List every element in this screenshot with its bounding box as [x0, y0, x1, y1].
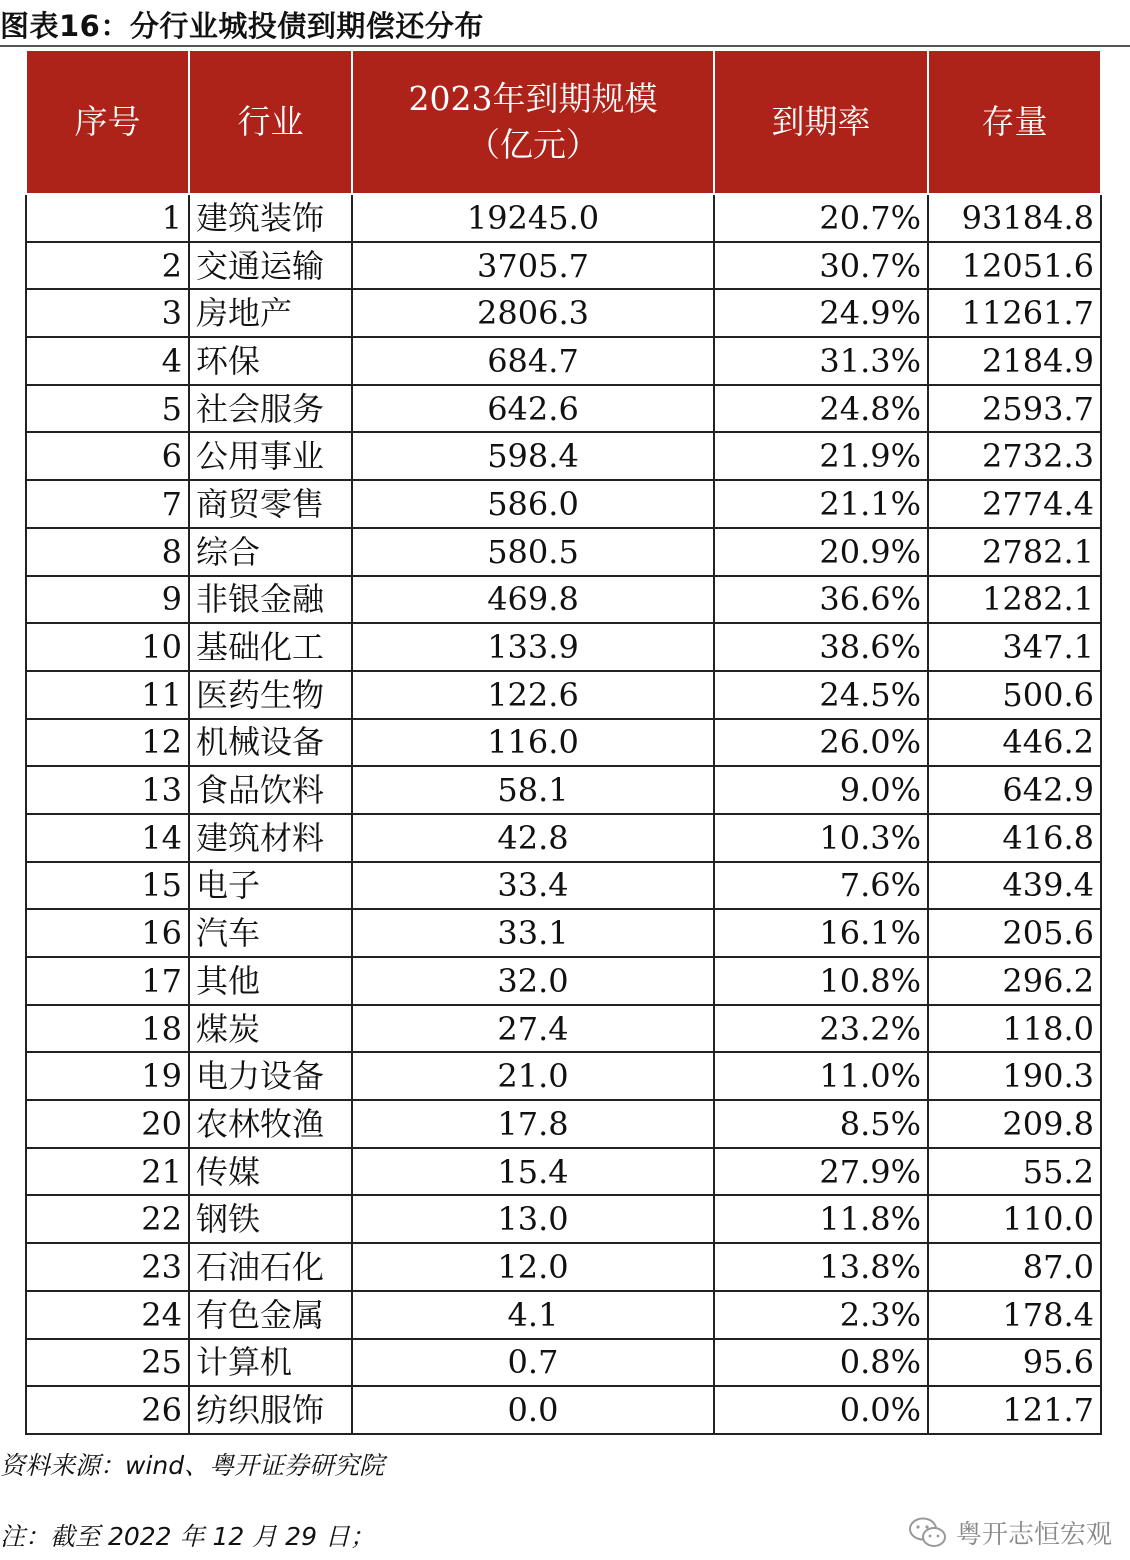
cell-stock: 95.6	[928, 1339, 1101, 1387]
table-row	[26, 1005, 1101, 1053]
cell-stock: 500.6	[928, 671, 1101, 719]
cell-amount: 586.0	[352, 480, 714, 528]
cell-rate: 2.3%	[714, 1291, 928, 1339]
cell-rate: 7.6%	[714, 862, 928, 910]
cell-rate: 10.8%	[714, 957, 928, 1005]
cell-stock: 118.0	[928, 1005, 1101, 1053]
table-row	[26, 1148, 1101, 1196]
cell-index: 3	[26, 289, 189, 337]
cell-rate: 11.0%	[714, 1052, 928, 1100]
cell-amount: 4.1	[352, 1291, 714, 1339]
cell-rate: 26.0%	[714, 719, 928, 767]
cell-rate: 36.6%	[714, 576, 928, 624]
cell-stock: 446.2	[928, 719, 1101, 767]
cell-stock: 642.9	[928, 766, 1101, 814]
cell-index: 23	[26, 1243, 189, 1291]
watermark-text: 粤开志恒宏观	[955, 1520, 1112, 1550]
cell-amount: 12.0	[352, 1243, 714, 1291]
table-row	[26, 909, 1101, 957]
cell-rate: 21.1%	[714, 480, 928, 528]
cell-industry: 社会服务	[189, 385, 352, 433]
cell-rate: 8.5%	[714, 1100, 928, 1148]
cell-industry: 房地产	[189, 289, 352, 337]
cell-industry: 建筑材料	[189, 814, 352, 862]
cell-stock: 87.0	[928, 1243, 1101, 1291]
table-row	[26, 1339, 1101, 1387]
cell-amount: 33.4	[352, 862, 714, 910]
maturity-table	[25, 49, 1102, 1435]
table-body	[26, 194, 1101, 1434]
cell-rate: 20.9%	[714, 528, 928, 576]
cell-amount: 580.5	[352, 528, 714, 576]
cell-stock: 2593.7	[928, 385, 1101, 433]
table-row	[26, 289, 1101, 337]
cell-rate: 24.8%	[714, 385, 928, 433]
table-row	[26, 385, 1101, 433]
cell-stock: 12051.6	[928, 242, 1101, 290]
cell-index: 17	[26, 957, 189, 1005]
cell-industry: 食品饮料	[189, 766, 352, 814]
cell-index: 2	[26, 242, 189, 290]
cell-stock: 121.7	[928, 1386, 1101, 1434]
table-row	[26, 1195, 1101, 1243]
cell-industry: 商贸零售	[189, 480, 352, 528]
cell-index: 13	[26, 766, 189, 814]
cell-industry: 公用事业	[189, 432, 352, 480]
cell-industry: 石油石化	[189, 1243, 352, 1291]
cell-stock: 416.8	[928, 814, 1101, 862]
header-index: 序号	[26, 50, 189, 194]
cell-index: 9	[26, 576, 189, 624]
cell-amount: 15.4	[352, 1148, 714, 1196]
cell-rate: 16.1%	[714, 909, 928, 957]
cell-index: 26	[26, 1386, 189, 1434]
cell-industry: 农林牧渔	[189, 1100, 352, 1148]
table-row	[26, 671, 1101, 719]
cell-industry: 纺织服饰	[189, 1386, 352, 1434]
cell-amount: 33.1	[352, 909, 714, 957]
table-row	[26, 1052, 1101, 1100]
cell-index: 4	[26, 337, 189, 385]
table-row	[26, 1100, 1101, 1148]
header-stock: 存量	[928, 50, 1101, 194]
table-row	[26, 766, 1101, 814]
cell-amount: 32.0	[352, 957, 714, 1005]
cell-industry: 基础化工	[189, 623, 352, 671]
cell-index: 15	[26, 862, 189, 910]
cell-stock: 2184.9	[928, 337, 1101, 385]
header-rate: 到期率	[714, 50, 928, 194]
wechat-icon	[908, 1516, 948, 1550]
cell-stock: 296.2	[928, 957, 1101, 1005]
watermark	[908, 1514, 1112, 1551]
cell-industry: 非银金融	[189, 576, 352, 624]
cell-stock: 2774.4	[928, 480, 1101, 528]
cell-rate: 10.3%	[714, 814, 928, 862]
table-row	[26, 528, 1101, 576]
table-row	[26, 194, 1101, 242]
cell-rate: 9.0%	[714, 766, 928, 814]
cell-amount: 684.7	[352, 337, 714, 385]
cell-stock: 2782.1	[928, 528, 1101, 576]
cell-index: 12	[26, 719, 189, 767]
cell-industry: 汽车	[189, 909, 352, 957]
cell-industry: 交通运输	[189, 242, 352, 290]
figure-title: 图表16：分行业城投债到期偿还分布	[0, 9, 484, 43]
cell-stock: 190.3	[928, 1052, 1101, 1100]
cell-amount: 19245.0	[352, 194, 714, 242]
table-row	[26, 432, 1101, 480]
cell-rate: 24.9%	[714, 289, 928, 337]
cell-index: 10	[26, 623, 189, 671]
cell-amount: 469.8	[352, 576, 714, 624]
cell-stock: 347.1	[928, 623, 1101, 671]
header-amount-line2: （亿元）	[467, 125, 599, 164]
cell-industry: 电子	[189, 862, 352, 910]
cell-stock: 93184.8	[928, 194, 1101, 242]
footnote: 注：截至 2022 年 12 月 29 日；	[0, 1522, 375, 1551]
table-row	[26, 862, 1101, 910]
cell-stock: 2732.3	[928, 432, 1101, 480]
cell-stock: 178.4	[928, 1291, 1101, 1339]
cell-rate: 13.8%	[714, 1243, 928, 1291]
cell-industry: 煤炭	[189, 1005, 352, 1053]
table-row	[26, 337, 1101, 385]
cell-industry: 钢铁	[189, 1195, 352, 1243]
cell-amount: 642.6	[352, 385, 714, 433]
cell-index: 5	[26, 385, 189, 433]
cell-stock: 55.2	[928, 1148, 1101, 1196]
cell-index: 1	[26, 194, 189, 242]
cell-industry: 计算机	[189, 1339, 352, 1387]
table-row	[26, 1386, 1101, 1434]
table-row	[26, 1291, 1101, 1339]
cell-industry: 其他	[189, 957, 352, 1005]
cell-amount: 0.0	[352, 1386, 714, 1434]
cell-index: 18	[26, 1005, 189, 1053]
cell-index: 24	[26, 1291, 189, 1339]
cell-stock: 205.6	[928, 909, 1101, 957]
cell-stock: 439.4	[928, 862, 1101, 910]
cell-rate: 20.7%	[714, 194, 928, 242]
cell-index: 7	[26, 480, 189, 528]
cell-rate: 27.9%	[714, 1148, 928, 1196]
table-row	[26, 814, 1101, 862]
cell-stock: 209.8	[928, 1100, 1101, 1148]
cell-stock: 110.0	[928, 1195, 1101, 1243]
cell-rate: 23.2%	[714, 1005, 928, 1053]
cell-amount: 58.1	[352, 766, 714, 814]
cell-index: 19	[26, 1052, 189, 1100]
cell-rate: 24.5%	[714, 671, 928, 719]
cell-index: 25	[26, 1339, 189, 1387]
cell-index: 16	[26, 909, 189, 957]
cell-industry: 机械设备	[189, 719, 352, 767]
cell-rate: 11.8%	[714, 1195, 928, 1243]
table-row	[26, 957, 1101, 1005]
cell-amount: 17.8	[352, 1100, 714, 1148]
table-row	[26, 719, 1101, 767]
cell-amount: 42.8	[352, 814, 714, 862]
cell-industry: 电力设备	[189, 1052, 352, 1100]
cell-rate: 0.0%	[714, 1386, 928, 1434]
header-industry: 行业	[189, 50, 352, 194]
cell-index: 20	[26, 1100, 189, 1148]
cell-amount: 2806.3	[352, 289, 714, 337]
cell-industry: 环保	[189, 337, 352, 385]
cell-amount: 133.9	[352, 623, 714, 671]
cell-amount: 598.4	[352, 432, 714, 480]
cell-industry: 建筑装饰	[189, 194, 352, 242]
cell-amount: 21.0	[352, 1052, 714, 1100]
table-row	[26, 480, 1101, 528]
cell-amount: 116.0	[352, 719, 714, 767]
cell-industry: 综合	[189, 528, 352, 576]
cell-rate: 38.6%	[714, 623, 928, 671]
cell-amount: 27.4	[352, 1005, 714, 1053]
cell-industry: 医药生物	[189, 671, 352, 719]
cell-stock: 1282.1	[928, 576, 1101, 624]
header-amount-line1: 2023年到期规模	[408, 79, 658, 118]
source-note: 资料来源：wind、粤开证券研究院	[0, 1451, 385, 1480]
table-row	[26, 1243, 1101, 1291]
cell-amount: 13.0	[352, 1195, 714, 1243]
cell-rate: 21.9%	[714, 432, 928, 480]
title-divider	[0, 45, 1130, 47]
table-row	[26, 623, 1101, 671]
cell-index: 21	[26, 1148, 189, 1196]
cell-amount: 0.7	[352, 1339, 714, 1387]
cell-rate: 31.3%	[714, 337, 928, 385]
cell-industry: 传媒	[189, 1148, 352, 1196]
cell-rate: 30.7%	[714, 242, 928, 290]
cell-index: 22	[26, 1195, 189, 1243]
cell-stock: 11261.7	[928, 289, 1101, 337]
cell-index: 8	[26, 528, 189, 576]
cell-amount: 122.6	[352, 671, 714, 719]
cell-index: 14	[26, 814, 189, 862]
cell-index: 11	[26, 671, 189, 719]
table-row	[26, 576, 1101, 624]
header-amount	[352, 50, 714, 194]
table-row	[26, 242, 1101, 290]
table-header-row	[26, 50, 1101, 194]
cell-amount: 3705.7	[352, 242, 714, 290]
cell-industry: 有色金属	[189, 1291, 352, 1339]
cell-rate: 0.8%	[714, 1339, 928, 1387]
cell-index: 6	[26, 432, 189, 480]
